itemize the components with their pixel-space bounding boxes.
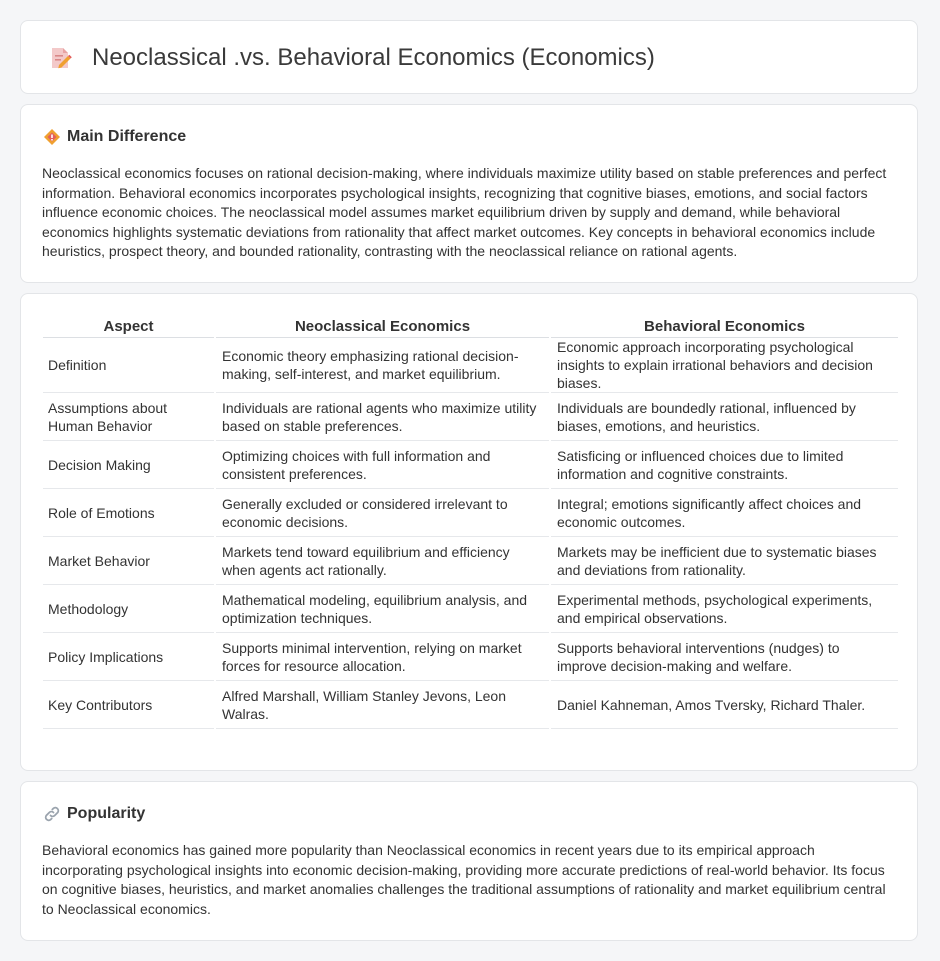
- table-cell: Key Contributors: [43, 681, 215, 729]
- table-cell: Assumptions about Human Behavior: [43, 393, 215, 441]
- table-cell: Decision Making: [43, 441, 215, 489]
- table-cell: Supports behavioral interventions (nudges) to improve decision-making and welfare.: [550, 633, 898, 681]
- table-cell: Supports minimal intervention, relying on market forces for resource allocation.: [215, 633, 550, 681]
- column-header: Behavioral Economics: [550, 312, 898, 338]
- main-difference-heading: [43, 127, 186, 147]
- popularity-text: Behavioral economics has gained more popularity than Neoclassical economics in recent years due to its empirical approach incorporating psychological insights into economic decision-making, providing more accurate predictions of real-world behavior. Its focus on cognitive biases, heuristics, and market anomalies challenges the traditional assumptions of rationality and market equilibrium central to Neoclassical economics.: [42, 842, 886, 917]
- link-icon: [43, 805, 61, 823]
- page-title: Neoclassical .vs. Behavioral Economics (Economics): [92, 44, 655, 71]
- table-cell: Definition: [43, 338, 215, 393]
- edit-document-icon: [47, 45, 73, 71]
- table-cell: Methodology: [43, 585, 215, 633]
- table-cell: Individuals are boundedly rational, influenced by biases, emotions, and heuristics.: [550, 393, 898, 441]
- table-cell: Alfred Marshall, William Stanley Jevons, Leon Walras.: [215, 681, 550, 729]
- column-header: Aspect: [43, 312, 215, 338]
- main-difference-section: [20, 104, 918, 283]
- popularity-title: Popularity: [67, 805, 146, 822]
- table-cell: Generally excluded or considered irrelevant to economic decisions.: [215, 489, 550, 537]
- comparison-section: [20, 293, 918, 771]
- table-row: [43, 585, 898, 633]
- table-cell: Role of Emotions: [43, 489, 215, 537]
- main-difference-title: Main Difference: [67, 128, 187, 145]
- diamond-warning-icon: [43, 128, 61, 146]
- table-cell: Mathematical modeling, equilibrium analysis, and optimization techniques.: [215, 585, 550, 633]
- table-cell: Experimental methods, psychological experiments, and empirical observations.: [550, 585, 898, 633]
- table-cell: Daniel Kahneman, Amos Tversky, Richard Thaler.: [550, 681, 898, 729]
- table-cell: Markets may be inefficient due to systematic biases and deviations from rationality.: [550, 537, 898, 585]
- table-row: [43, 633, 898, 681]
- table-row: [43, 537, 898, 585]
- table-cell: Policy Implications: [43, 633, 215, 681]
- table-row: [43, 393, 898, 441]
- table-header-row: [43, 312, 898, 338]
- table-cell: Economic theory emphasizing rational decision-making, self-interest, and market equilibrium.: [215, 338, 550, 393]
- table-cell: Economic approach incorporating psychological insights to explain irrational behaviors and decision biases.: [550, 338, 898, 393]
- popularity-heading: [43, 804, 145, 824]
- table-row: [43, 681, 898, 729]
- header-card: [20, 20, 918, 94]
- table-cell: Optimizing choices with full information and consistent preferences.: [215, 441, 550, 489]
- table-row: [43, 489, 898, 537]
- table-row: [43, 338, 898, 393]
- main-difference-text: Neoclassical economics focuses on rational decision-making, where individuals maximize utility based on stable preferences and perfect information. Behavioral economics incorporates psychological insights, recognizing that cognitive biases, emotions, and social factors influence economic choices. The neoclassical model assumes market equilibrium driven by supply and demand, while behavioral economics highlights systematic deviations from rationality that affect market outcomes. Key concepts in behavioral economics include heuristics, prospect theory, and bounded rationality, contrasting with the neoclassical reliance on rational agents.: [42, 165, 887, 259]
- table-cell: Markets tend toward equilibrium and efficiency when agents act rationally.: [215, 537, 550, 585]
- popularity-section: [20, 781, 918, 941]
- table-cell: Satisficing or influenced choices due to limited information and cognitive constraints.: [550, 441, 898, 489]
- comparison-table: [43, 312, 898, 729]
- table-cell: Integral; emotions significantly affect choices and economic outcomes.: [550, 489, 898, 537]
- table-row: [43, 441, 898, 489]
- table-cell: Individuals are rational agents who maximize utility based on stable preferences.: [215, 393, 550, 441]
- table-cell: Market Behavior: [43, 537, 215, 585]
- column-header: Neoclassical Economics: [215, 312, 550, 338]
